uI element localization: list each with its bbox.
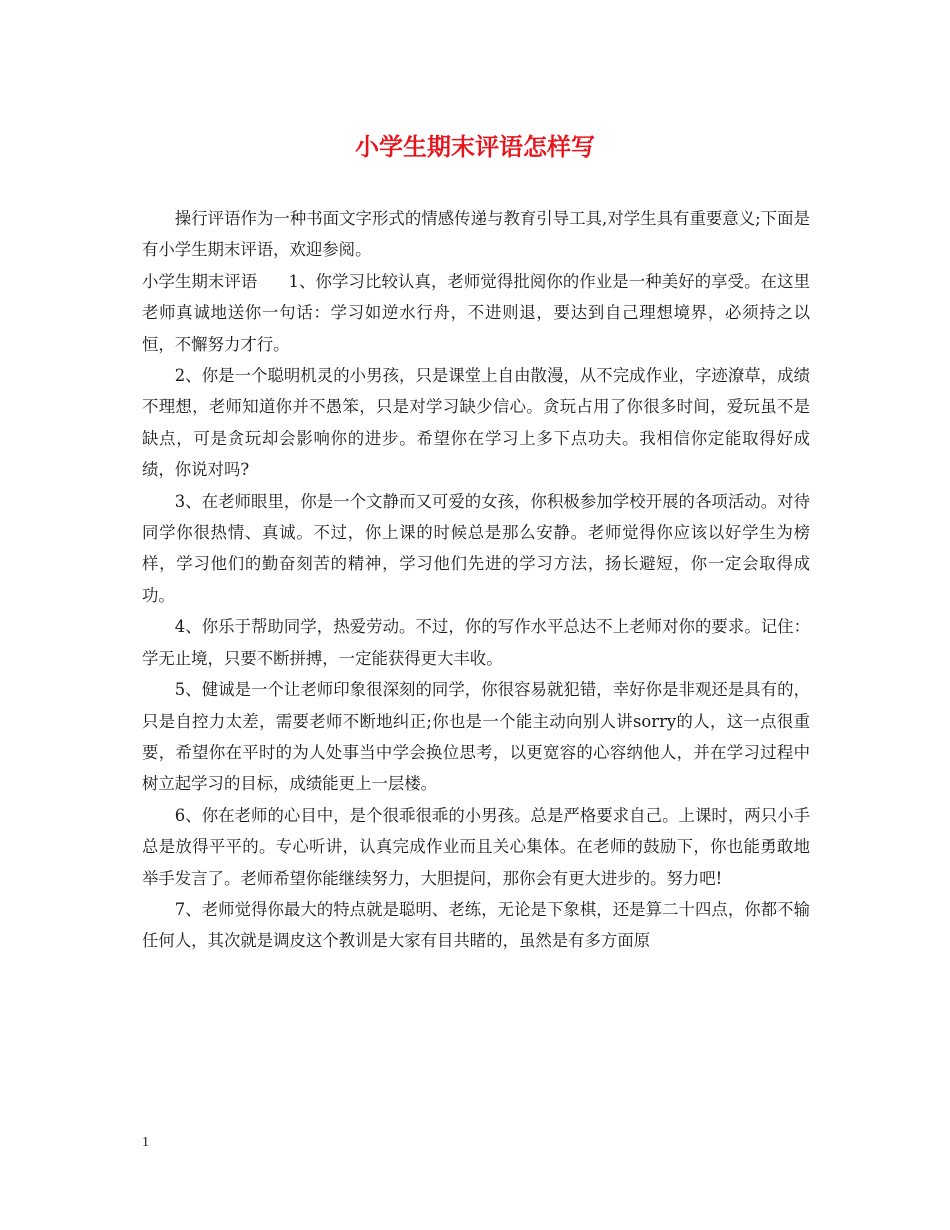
intro-paragraph: 操行评语作为一种书面文字形式的情感传递与教育引导工具,对学生具有重要意义;下面是有小学生期末评语，欢迎参阅。: [142, 209, 810, 260]
comment-text-1: 1、你学习比较认真，老师觉得批阅你的作业是一种美好的享受。在这里老师真诚地送你一句话：学习如逆水行舟，不进则退，要达到自己理想境界，必须持之以恒，不懈努力才行。: [142, 271, 810, 354]
comment-paragraph-7: 7、老师觉得你最大的特点就是聪明、老练，无论是下象棋，还是算二十四点，你都不输任何人，其次就是调皮这个教训是大家有目共睹的，虽然是有多方面原: [142, 899, 810, 951]
comment-paragraph-2: 2、你是一个聪明机灵的小男孩，只是课堂上自由散漫，从不完成作业，字迹潦草，成绩不理想，老师知道你并不愚笨，只是对学习缺少信心。贪玩占用了你很多时间，爱玩虽不是缺点，可是贪玩却会影响你的进步。希望你在学习上多下点功夫。我相信你定能取得好成绩，你说对吗?: [142, 366, 810, 480]
section-label: 小学生期末评语: [142, 271, 258, 291]
document-title: 小学生期末评语怎样写: [355, 132, 595, 161]
comment-paragraph-5: 5、健诚是一个让老师印象很深刻的同学，你很容易就犯错，幸好你是非观还是具有的，只是自控力太差，需要老师不断地纠正;你也是一个能主动向别人讲sorry的人，这一点很重要，希望你在平时的为人处事当中学会换位思考，以更宽容的心容纳他人，并在学习过程中树立起学习的目标，成绩能更上一层楼。: [142, 680, 810, 794]
comment-paragraph-4: 4、你乐于帮助同学，热爱劳动。不过，你的写作水平总达不上老师对你的要求。记住：学无止境，只要不断拼搏，一定能获得更大丰收。: [142, 617, 810, 668]
page-number: 1: [142, 1135, 149, 1150]
document-body: [142, 203, 810, 957]
comment-paragraph-6: 6、你在老师的心目中，是个很乖很乖的小男孩。总是严格要求自己。上课时，两只小手总是放得平平的。专心听讲，认真完成作业而且关心集体。在老师的鼓励下，你也能勇敢地举手发言了。老师希望你能继续努力，大胆提问，那你会有更大进步的。努力吧!: [142, 805, 810, 888]
comment-paragraph-1: [142, 266, 810, 360]
comment-paragraph-3: 3、在老师眼里，你是一个文静而又可爱的女孩，你积极参加学校开展的各项活动。对待同学你很热情、真诚。不过，你上课的时候总是那么安静。老师觉得你应该以好学生为榜样，学习他们的勤奋刻苦的精神，学习他们先进的学习方法，扬长避短，你一定会取得成功。: [142, 491, 810, 605]
